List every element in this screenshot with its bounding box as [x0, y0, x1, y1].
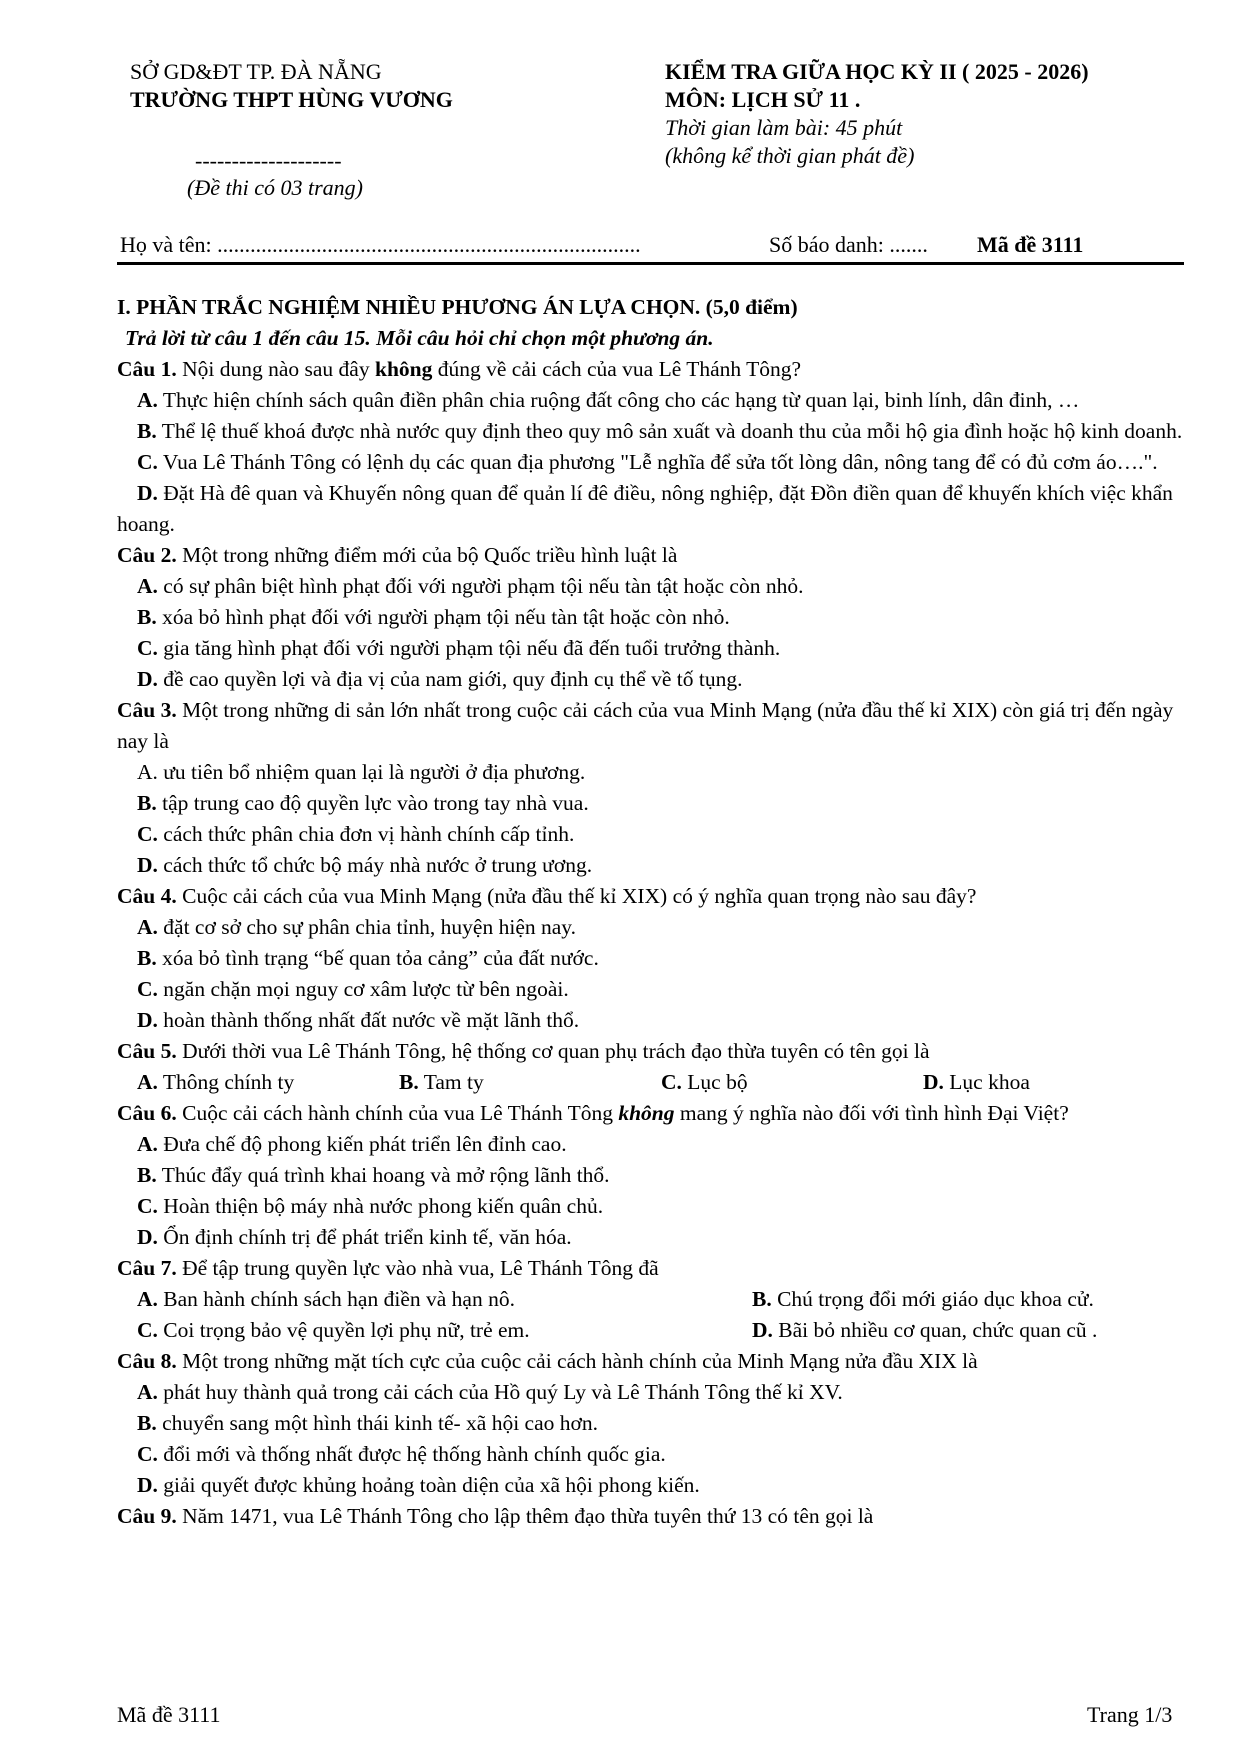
option-1d: D. Đặt Hà đê quan và Khuyến nông quan để quản lí đê điều, nông nghiệp, đặt Đồn điền quan để khuyến khích việc khẩn hoang.	[117, 481, 1173, 536]
option-8d: D. giải quyết được khủng hoảng toàn diện của xã hội phong kiến.	[137, 1473, 700, 1497]
option-6d: D. Ổn định chính trị để phát triển kinh tế, văn hóa.	[137, 1225, 572, 1249]
header-right	[665, 58, 1225, 170]
option-3a: A. ưu tiên bổ nhiệm quan lại là người ở địa phương.	[137, 760, 586, 784]
option-5b: B. Tam ty	[399, 1070, 484, 1094]
option-2d: D. đề cao quyền lợi và địa vị của nam giới, quy định cụ thể về tố tụng.	[137, 667, 743, 691]
option-4b: B. xóa bỏ tình trạng “bế quan tỏa cảng” của đất nước.	[137, 946, 599, 970]
question-9: Câu 9. Năm 1471, vua Lê Thánh Tông cho lập thêm đạo thừa tuyên thứ 13 có tên gọi là	[117, 1504, 874, 1528]
question-8: Câu 8. Một trong những mặt tích cực của cuộc cải cách hành chính của Minh Mạng nửa đầu XIX là	[117, 1349, 978, 1373]
exam-content	[117, 292, 1185, 1532]
options-5	[117, 1067, 1185, 1098]
option-5d: D. Lục khoa	[923, 1070, 1030, 1094]
option-1c: C. Vua Lê Thánh Tông có lệnh dụ các quan địa phương "Lễ nghĩa để sửa tốt lòng dân, nông tang để có đủ cơm áo….".	[137, 450, 1158, 474]
time-limit: Thời gian làm bài: 45 phút	[665, 115, 903, 140]
option-5c: C. Lục bộ	[661, 1070, 748, 1094]
divider-dashes: --------------------	[195, 148, 342, 173]
option-1a: A. Thực hiện chính sách quân điền phân chia ruộng đất công cho các hạng từ quan lại, binh lính, dân đinh, …	[137, 388, 1080, 412]
section-instruction: Trả lời từ câu 1 đến câu 15. Mỗi câu hỏi chỉ chọn một phương án.	[125, 326, 714, 350]
option-3c: C. cách thức phân chia đơn vị hành chính cấp tỉnh.	[137, 822, 575, 846]
section-title: I. PHẦN TRẮC NGHIỆM NHIỀU PHƯƠNG ÁN LỰA CHỌN. (5,0 điểm)	[117, 295, 798, 319]
option-7d: D. Bãi bỏ nhiều cơ quan, chức quan cũ .	[752, 1318, 1098, 1342]
option-8a: A. phát huy thành quả trong cải cách của Hồ quý Ly và Lê Thánh Tông thế kỉ XV.	[137, 1380, 843, 1404]
question-4: Câu 4. Cuộc cải cách của vua Minh Mạng (nửa đầu thế kỉ XIX) có ý nghĩa quan trọng nào sau đây?	[117, 884, 977, 908]
option-4c: C. ngăn chặn mọi nguy cơ xâm lược từ bên ngoài.	[137, 977, 569, 1001]
school-name: TRƯỜNG THPT HÙNG VƯƠNG	[130, 87, 453, 112]
exam-code: Mã đề 3111	[977, 232, 1084, 257]
option-1b: B. Thể lệ thuế khoá được nhà nước quy định theo quy mô sản xuất và doanh thu của mỗi hộ gia đình hoặc hộ kinh doanh.	[137, 419, 1183, 443]
option-3b: B. tập trung cao độ quyền lực vào trong tay nhà vua.	[137, 791, 589, 815]
option-7a: A. Ban hành chính sách hạn điền và hạn nô.	[137, 1287, 515, 1311]
question-1: Câu 1. Nội dung nào sau đây không đúng về cải cách của vua Lê Thánh Tông?	[117, 357, 802, 381]
option-2a: A. có sự phân biệt hình phạt đối với người phạm tội nếu tàn tật hoặc còn nhỏ.	[137, 574, 804, 598]
option-6b: B. Thúc đẩy quá trình khai hoang và mở rộng lãnh thổ.	[137, 1163, 610, 1187]
option-5a: A. Thông chính ty	[137, 1070, 295, 1094]
option-3d: D. cách thức tổ chức bộ máy nhà nước ở trung ương.	[137, 853, 593, 877]
question-5: Câu 5. Dưới thời vua Lê Thánh Tông, hệ thống cơ quan phụ trách đạo thừa tuyên có tên gọi là	[117, 1039, 930, 1063]
option-7b: B. Chú trọng đổi mới giáo dục khoa cử.	[752, 1287, 1094, 1311]
options-7-row2	[117, 1315, 1185, 1346]
question-7: Câu 7. Để tập trung quyền lực vào nhà vua, Lê Thánh Tông đã	[117, 1256, 659, 1280]
subject-name: MÔN: LỊCH SỬ 11 .	[665, 87, 861, 112]
option-6c: C. Hoàn thiện bộ máy nhà nước phong kiến quân chủ.	[137, 1194, 604, 1218]
option-4d: D. hoàn thành thống nhất đất nước về mặt lãnh thổ.	[137, 1008, 580, 1032]
time-note: (không kể thời gian phát đề)	[665, 143, 915, 168]
name-field: Họ và tên: .............................................................................	[120, 232, 641, 257]
pages-note: (Đề thi có 03 trang)	[187, 175, 363, 200]
header-left	[130, 58, 580, 114]
question-2: Câu 2. Một trong những điểm mới của bộ Quốc triều hình luật là	[117, 543, 678, 567]
question-3: Câu 3. Một trong những di sản lớn nhất trong cuộc cải cách của vua Minh Mạng (nửa đầu thế kỉ XIX) còn giá trị đến ngày nay là	[117, 698, 1174, 753]
option-6a: A. Đưa chế độ phong kiến phát triển lên đỉnh cao.	[137, 1132, 567, 1156]
question-6: Câu 6. Cuộc cải cách hành chính của vua Lê Thánh Tông không mang ý nghĩa nào đối với tình hình Đại Việt?	[117, 1101, 1069, 1125]
exam-title: KIỂM TRA GIỮA HỌC KỲ II ( 2025 - 2026)	[665, 59, 1089, 84]
footer-page-number: Trang 1/3	[1087, 1702, 1173, 1727]
option-2b: B. xóa bỏ hình phạt đối với người phạm tội nếu tàn tật hoặc còn nhỏ.	[137, 605, 730, 629]
option-4a: A. đặt cơ sở cho sự phân chia tỉnh, huyện hiện nay.	[137, 915, 577, 939]
footer-exam-code: Mã đề 3111	[117, 1702, 221, 1727]
option-8c: C. đổi mới và thống nhất được hệ thống hành chính quốc gia.	[137, 1442, 666, 1466]
option-8b: B. chuyển sang một hình thái kinh tế- xã hội cao hơn.	[137, 1411, 598, 1435]
candidate-number-field: Số báo danh: .......	[769, 232, 928, 257]
student-info-line	[117, 232, 1184, 265]
department-name: SỞ GD&ĐT TP. ĐÀ NẴNG	[130, 59, 382, 84]
option-2c: C. gia tăng hình phạt đối với người phạm tội nếu đã đến tuổi trưởng thành.	[137, 636, 781, 660]
options-7-row1	[117, 1284, 1185, 1315]
option-7c: C. Coi trọng bảo vệ quyền lợi phụ nữ, trẻ em.	[137, 1318, 530, 1342]
